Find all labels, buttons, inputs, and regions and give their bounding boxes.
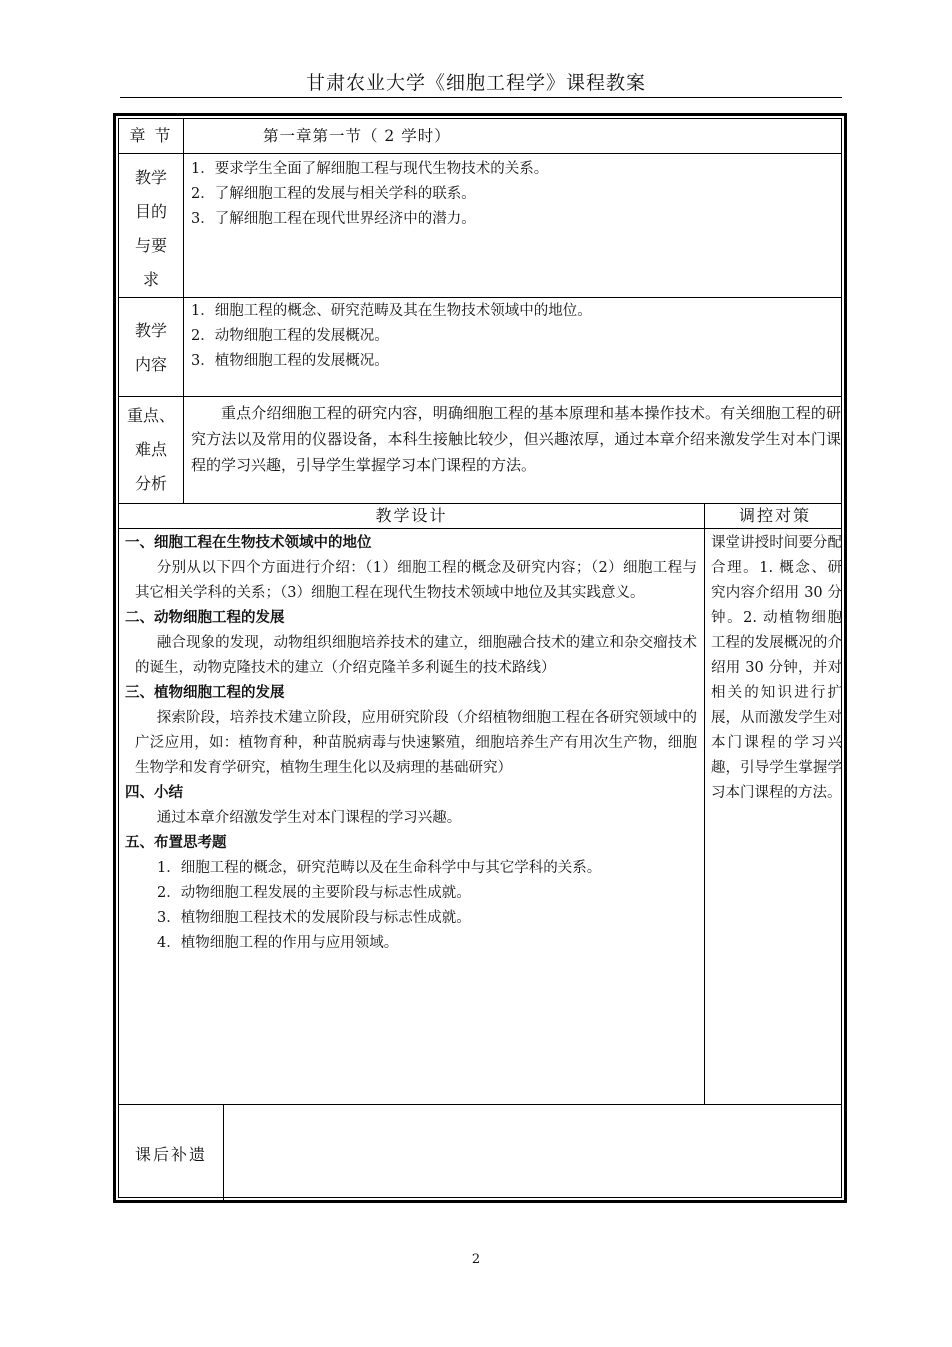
objectives-list (191, 157, 841, 232)
question-item: 4．植物细胞工程的作用与应用领域。 (157, 935, 399, 951)
content-item: 3．植物细胞工程的发展概况。 (191, 353, 389, 369)
question-list (125, 856, 697, 956)
section-title: 三、植物细胞工程的发展 (125, 685, 285, 701)
design-body (125, 531, 697, 956)
lesson-plan-table (113, 113, 847, 1203)
page-number: 2 (471, 1252, 481, 1267)
section-body: 探索阶段，培养技术建立阶段，应用研究阶段（介绍植物细胞工程在各研究领域中的广泛应用，如：植物育种，种苗脱病毒与快速繁殖，细胞培养生产有用次生产物，细胞生物学和发育学研究，植物生理生化以及病理的基础研究） (135, 710, 697, 776)
question-item: 2．动物细胞工程发展的主要阶段与标志性成就。 (157, 885, 471, 901)
key-points-label-line: 重点、 (126, 406, 175, 425)
row-divider (119, 297, 841, 298)
content-label-line: 教学 (134, 321, 167, 340)
objective-item: 3．了解细胞工程在现代世界经济中的潜力。 (191, 211, 476, 227)
objectives-label-line: 求 (142, 270, 159, 289)
content-item: 2．动物细胞工程的发展概况。 (191, 328, 389, 344)
objectives-label-line: 教学 (134, 168, 167, 187)
question-item: 3．植物细胞工程技术的发展阶段与标志性成就。 (157, 910, 471, 926)
section-body: 融合现象的发现，动物组织细胞培养技术的建立，细胞融合技术的建立和杂交瘤技术的诞生，动物克隆技术的建立（介绍克隆羊多利诞生的技术路线） (135, 635, 697, 676)
objectives-label-line: 目的 (134, 202, 167, 221)
row-divider (119, 153, 841, 154)
content-item: 1．细胞工程的概念、研究范畴及其在生物技术领域中的地位。 (191, 303, 592, 319)
objective-item: 2．了解细胞工程的发展与相关学科的联系。 (191, 186, 476, 202)
section-title: 二、动物细胞工程的发展 (125, 610, 285, 626)
objective-item: 1．要求学生全面了解细胞工程与现代生物技术的关系。 (191, 161, 549, 177)
row-divider (119, 528, 841, 529)
section-title: 一、细胞工程在生物技术领域中的地位 (125, 535, 372, 551)
supplement-column-divider (223, 1104, 224, 1203)
section-body: 分别从以下四个方面进行介绍：（1）细胞工程的概念及研究内容；（2）细胞工程与其它相关学科的关系；（3）细胞工程在现代生物技术领域中地位及其实践意义。 (135, 560, 697, 601)
section-body: 通过本章介绍激发学生对本门课程的学习兴趣。 (156, 810, 462, 826)
row-divider (119, 396, 841, 397)
supplement-label: 课后补遗 (134, 1145, 207, 1164)
row-divider (119, 1104, 841, 1105)
key-points-label (119, 399, 183, 501)
key-points-label-line: 难点 (134, 440, 167, 459)
objectives-label-line: 与要 (134, 236, 167, 255)
chapter-value: 第一章第一节（ 2 学时） (263, 127, 451, 145)
objectives-label (119, 161, 183, 297)
content-label (119, 314, 183, 382)
header-rule (120, 97, 842, 98)
content-label-line: 内容 (134, 355, 167, 374)
section-title: 四、小结 (125, 785, 183, 801)
section-title: 五、布置思考题 (125, 835, 227, 851)
chapter-label: 章 节 (129, 126, 173, 145)
strategy-text: 课堂讲授时间要分配合理。1. 概念、研究内容介绍用 30 分钟。2. 动植物细胞工程的发展概况的介绍用 30 分钟，并对相关的知识进行扩展，从而激发学生对本门课程的学习兴趣，引导学生掌握学习本门课程的方法。 (711, 535, 842, 801)
label-column-divider (183, 119, 184, 503)
content-list (191, 299, 841, 374)
question-item: 1．细胞工程的概念，研究范畴以及在生命科学中与其它学科的关系。 (157, 860, 602, 876)
document-header-title: 甘肃农业大学《细胞工程学》课程教案 (305, 72, 646, 94)
design-header: 教学设计 (375, 506, 448, 525)
key-points-label-line: 分析 (134, 474, 167, 493)
strategy-column-divider (704, 503, 705, 1104)
key-points-text: 重点介绍细胞工程的研究内容，明确细胞工程的基本原理和基本操作技术。有关细胞工程的研究方法以及常用的仪器设备，本科生接触比较少，但兴趣浓厚，通过本章介绍来激发学生对本门课程的学习兴趣，引导学生掌握学习本门课程的方法。 (191, 404, 841, 474)
strategy-header: 调控对策 (738, 506, 811, 525)
